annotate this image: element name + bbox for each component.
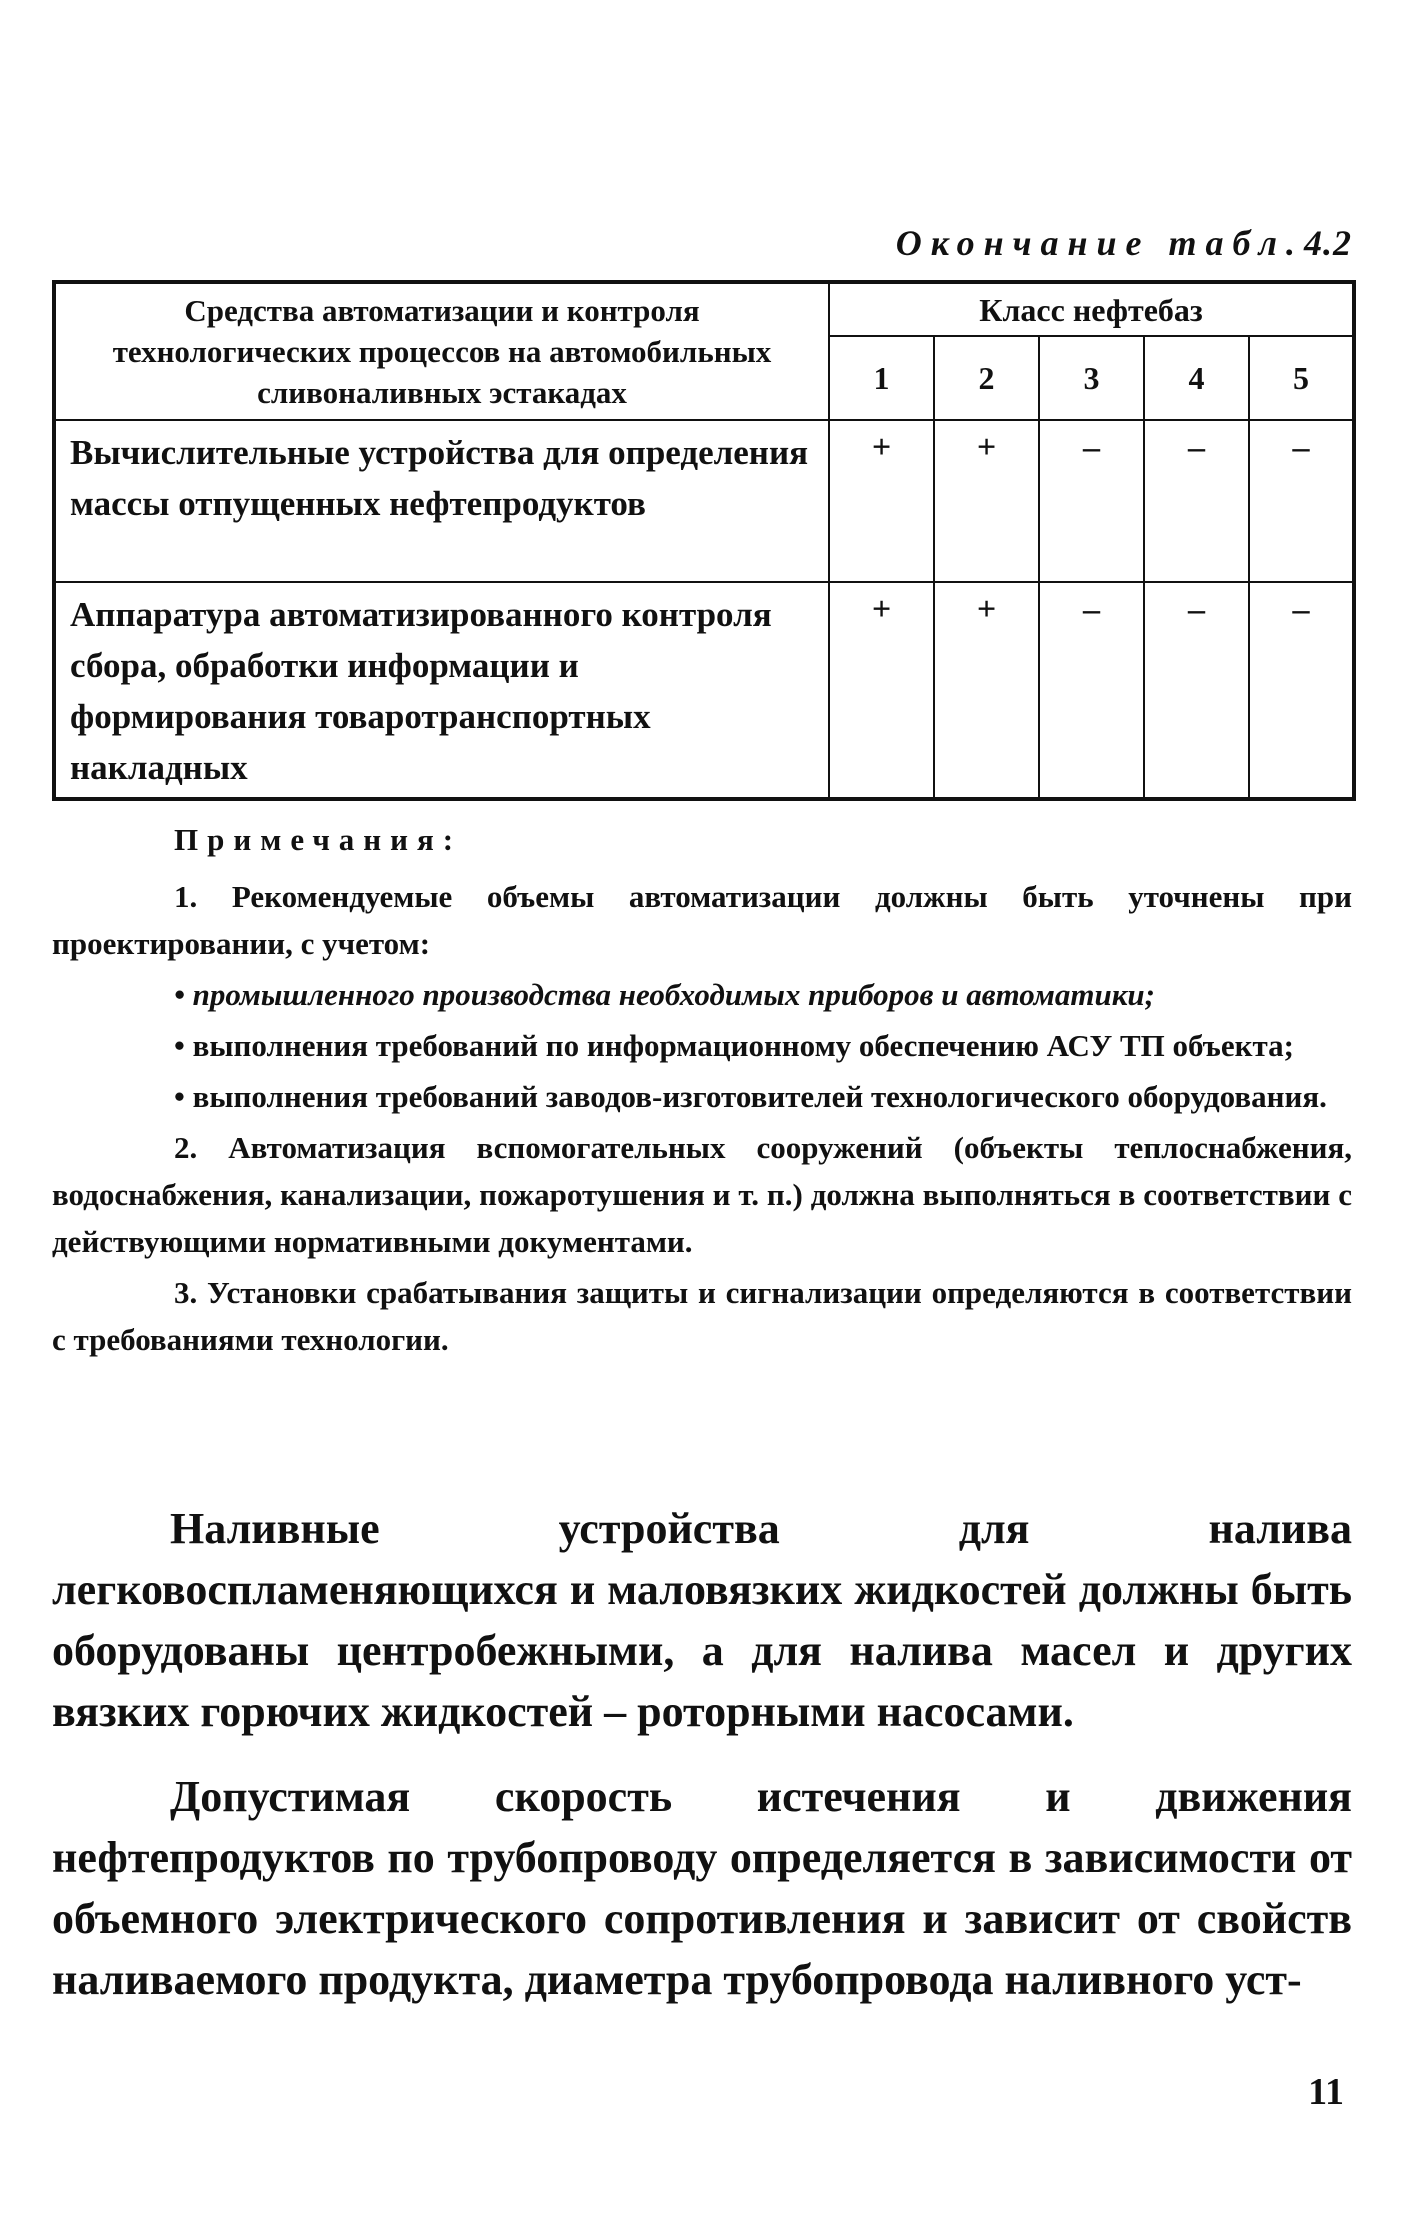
- table-header-row: [54, 282, 1354, 336]
- row-mark: –: [1039, 582, 1144, 799]
- note-bullet: • промышленного производства необходимых приборов и автоматики;: [174, 977, 1155, 1012]
- page-number: 11: [1308, 2071, 1344, 2113]
- table-row: [54, 420, 1354, 582]
- class-number: 2: [934, 336, 1039, 420]
- row-mark: +: [829, 420, 934, 582]
- row-mark: –: [1144, 582, 1249, 799]
- row-mark: –: [1249, 582, 1354, 799]
- table-row: [54, 582, 1354, 799]
- notes-title: Примечания:: [174, 822, 463, 857]
- note-bullet: • выполнения требований по информационному обеспечению АСУ ТП объекта;: [174, 1028, 1294, 1063]
- row-mark: +: [934, 420, 1039, 582]
- class-number: 3: [1039, 336, 1144, 420]
- row-mark: –: [1249, 420, 1354, 582]
- body-text: [52, 1498, 1352, 2034]
- table-caption: [896, 222, 1352, 264]
- row-mark: –: [1039, 420, 1144, 582]
- automation-table: [52, 280, 1356, 801]
- header-class-cell: Класс нефтебаз: [829, 282, 1354, 336]
- row-label: Аппаратура автоматизированного контроля сбора, обработки информации и формирования товаротранспортных накладных: [54, 582, 829, 799]
- caption-number: 4.2: [1304, 223, 1352, 263]
- note-item: 2. Автоматизация вспомогательных сооружений (объекты теплоснабжения, водоснабжения, канализации, пожаротушения и т. п.) должна выполняться в соответствии с действующими нормативными документами.: [52, 1130, 1352, 1259]
- class-number: 4: [1144, 336, 1249, 420]
- header-main-cell: Средства автоматизации и контроля технологических процессов на автомобильных сливоналивных эстакадах: [54, 282, 829, 420]
- note-item: 3. Установки срабатывания защиты и сигнализации определяются в соответствии с требованиями технологии.: [52, 1275, 1352, 1357]
- row-mark: +: [829, 582, 934, 799]
- body-paragraph: Допустимая скорость истечения и движения нефтепродуктов по трубопроводу определяется в зависимости от объемного электрического сопротивления и зависит от свойств наливаемого продукта, диаметра трубопровода наливного уст-: [52, 1772, 1352, 2004]
- notes-section: [52, 816, 1352, 1367]
- caption-prefix: Окончание табл.: [895, 223, 1304, 263]
- class-number: 5: [1249, 336, 1354, 420]
- row-mark: +: [934, 582, 1039, 799]
- row-label: Вычислительные устройства для определения массы отпущенных нефтепродуктов: [54, 420, 829, 582]
- body-paragraph: Наливные устройства для налива легковоспламеняющихся и маловязких жидкостей должны быть оборудованы центробежными, а для налива масел и других вязких горючих жидкостей – роторными насосами.: [52, 1504, 1352, 1736]
- note-item: 1. Рекомендуемые объемы автоматизации должны быть уточнены при проектировании, с учетом:: [52, 879, 1352, 961]
- row-mark: –: [1144, 420, 1249, 582]
- class-number: 1: [829, 336, 934, 420]
- note-bullet: • выполнения требований заводов-изготовителей технологического оборудования.: [174, 1079, 1327, 1114]
